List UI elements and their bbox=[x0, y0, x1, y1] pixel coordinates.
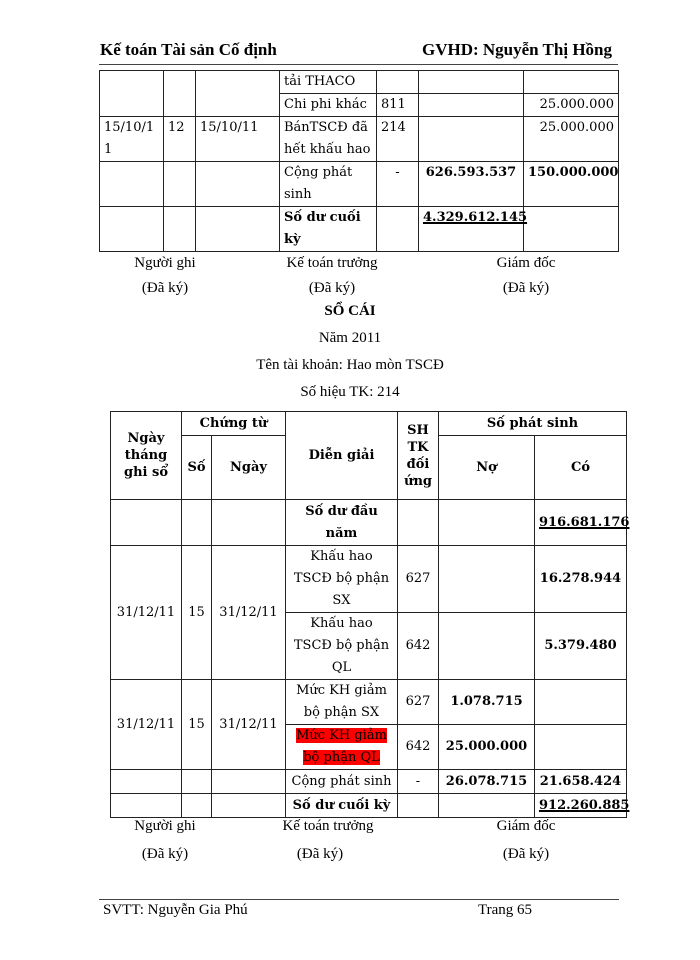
cell-credit bbox=[535, 680, 627, 725]
cell-no bbox=[182, 500, 212, 546]
signature-chief-label: Kế toán trưởng bbox=[286, 255, 378, 271]
cell-credit: 16.278.944 bbox=[535, 546, 627, 613]
cell-credit bbox=[524, 71, 619, 94]
cell-date: 31/12/11 bbox=[111, 546, 182, 680]
cell-date bbox=[100, 207, 164, 252]
footer-divider bbox=[99, 899, 619, 900]
cell-acct: - bbox=[398, 770, 439, 794]
cell-credit: 5.379.480 bbox=[535, 613, 627, 680]
table-row-total bbox=[100, 162, 619, 207]
cell-doc-date bbox=[212, 770, 286, 794]
cell-desc: Khấu hao TSCĐ bộ phận SX bbox=[286, 546, 398, 613]
header-left-title: Kế toán Tài sản Cố định bbox=[100, 40, 277, 59]
cell-debit bbox=[419, 94, 524, 117]
cell-credit: 150.000.000 bbox=[524, 162, 619, 207]
table-row-total bbox=[111, 770, 627, 794]
cell-credit: 21.658.424 bbox=[535, 770, 627, 794]
cell-date bbox=[111, 500, 182, 546]
col-header-voucher-date: Ngày bbox=[212, 436, 286, 500]
cell-credit bbox=[524, 207, 619, 252]
header-divider bbox=[99, 64, 618, 65]
ledger-year: Năm 2011 bbox=[318, 330, 382, 346]
cell-doc-date bbox=[212, 794, 286, 818]
cell-debit: 26.078.715 bbox=[439, 770, 535, 794]
cell-no bbox=[164, 71, 196, 117]
cell-debit: 626.593.537 bbox=[419, 162, 524, 207]
cell-date bbox=[111, 770, 182, 794]
cell-credit: 916.681.176 bbox=[535, 500, 627, 546]
table-row-closing bbox=[111, 794, 627, 818]
cell-date bbox=[100, 71, 164, 117]
cell-desc: Khấu hao TSCĐ bộ phận QL bbox=[286, 613, 398, 680]
cell-desc: Cộng phát sinh bbox=[286, 770, 398, 794]
cell-date: 15/10/1 1 bbox=[100, 117, 164, 162]
cell-debit bbox=[419, 117, 524, 162]
cell-desc: Số dư đầu năm bbox=[286, 500, 398, 546]
cell-no: 15 bbox=[182, 680, 212, 770]
cell-doc-date bbox=[212, 500, 286, 546]
cell-debit: 25.000.000 bbox=[439, 725, 535, 770]
ledger-continuation-table bbox=[99, 70, 619, 252]
cell-doc-date bbox=[196, 162, 280, 207]
cell-acct: 642 bbox=[398, 613, 439, 680]
table-row-opening bbox=[111, 500, 627, 546]
cell-debit bbox=[439, 546, 535, 613]
col-header-amount: Số phát sinh bbox=[439, 412, 627, 436]
ledger-account-name: Tên tài khoản: Hao mòn TSCĐ bbox=[256, 357, 444, 373]
signature-director-label: Giám đốc bbox=[496, 255, 556, 271]
ledger-account-number: Số hiệu TK: 214 bbox=[300, 384, 400, 400]
signature-recorder-status: (Đã ký) bbox=[141, 846, 189, 862]
cell-acct: - bbox=[377, 162, 419, 207]
table-row bbox=[111, 546, 627, 613]
cell-desc: Số dư cuối kỳ bbox=[286, 794, 398, 818]
cell-debit bbox=[439, 500, 535, 546]
signature-chief-status: (Đã ký) bbox=[308, 280, 356, 296]
col-header-voucher-no: Số bbox=[182, 436, 212, 500]
cell-doc-date: 31/12/11 bbox=[212, 546, 286, 680]
cell-credit: 25.000.000 bbox=[524, 117, 619, 162]
cell-debit bbox=[439, 794, 535, 818]
cell-acct bbox=[377, 71, 419, 94]
cell-date: 31/12/11 bbox=[111, 680, 182, 770]
cell-desc: BánTSCĐ đã hết khấu hao bbox=[280, 117, 377, 162]
cell-desc: tải THACO bbox=[280, 71, 377, 94]
cell-acct bbox=[398, 500, 439, 546]
col-header-contra: SH TK đối ứng bbox=[398, 412, 439, 500]
cell-no bbox=[182, 794, 212, 818]
signature-recorder-label: Người ghi bbox=[134, 818, 196, 834]
table-row bbox=[111, 680, 627, 725]
highlighted-desc: Mức KH giảm bộ phận QL bbox=[296, 728, 387, 765]
signature-director-status: (Đã ký) bbox=[502, 280, 550, 296]
ledger-title: SỔ CÁI bbox=[324, 303, 376, 319]
general-ledger-table bbox=[110, 411, 630, 818]
cell-desc bbox=[286, 725, 398, 770]
header-right-title: GVHD: Nguyễn Thị Hồng bbox=[421, 40, 612, 59]
cell-no: 12 bbox=[164, 117, 196, 162]
cell-credit: 912.260.885 bbox=[535, 794, 627, 818]
signature-chief-label: Kế toán trưởng bbox=[282, 818, 374, 834]
table-row-closing bbox=[100, 207, 619, 252]
col-header-voucher: Chứng từ bbox=[182, 412, 286, 436]
cell-no bbox=[164, 207, 196, 252]
cell-doc-date bbox=[196, 207, 280, 252]
header-row bbox=[111, 412, 627, 436]
cell-date bbox=[100, 162, 164, 207]
cell-acct bbox=[377, 207, 419, 252]
cell-debit: 4.329.612.145 bbox=[419, 207, 524, 252]
signature-director-status: (Đã ký) bbox=[502, 846, 550, 862]
cell-credit bbox=[535, 725, 627, 770]
cell-desc: Cộng phát sinh bbox=[280, 162, 377, 207]
footer-page-number: Trang 65 bbox=[478, 902, 533, 918]
col-header-debit: Nợ bbox=[439, 436, 535, 500]
cell-credit: 25.000.000 bbox=[524, 94, 619, 117]
col-header-credit: Có bbox=[535, 436, 627, 500]
cell-debit bbox=[419, 71, 524, 94]
signature-director-label: Giám đốc bbox=[496, 818, 556, 834]
cell-acct bbox=[398, 794, 439, 818]
signature-recorder-label: Người ghi bbox=[134, 255, 196, 271]
cell-desc: Chi phi khác bbox=[280, 94, 377, 117]
cell-acct: 642 bbox=[398, 725, 439, 770]
cell-acct: 214 bbox=[377, 117, 419, 162]
table-row bbox=[100, 117, 619, 162]
signature-chief-status: (Đã ký) bbox=[296, 846, 344, 862]
cell-doc-date: 15/10/11 bbox=[196, 117, 280, 162]
cell-doc-date: 31/12/11 bbox=[212, 680, 286, 770]
cell-acct: 627 bbox=[398, 546, 439, 613]
cell-debit: 1.078.715 bbox=[439, 680, 535, 725]
cell-desc: Mức KH giảm bộ phận SX bbox=[286, 680, 398, 725]
cell-no bbox=[182, 770, 212, 794]
cell-acct: 627 bbox=[398, 680, 439, 725]
cell-doc-date bbox=[196, 71, 280, 117]
cell-acct: 811 bbox=[377, 94, 419, 117]
col-header-desc: Diễn giải bbox=[286, 412, 398, 500]
cell-no: 15 bbox=[182, 546, 212, 680]
cell-no bbox=[164, 162, 196, 207]
table-row bbox=[100, 71, 619, 94]
footer-student: SVTT: Nguyễn Gia Phú bbox=[103, 902, 248, 918]
cell-date bbox=[111, 794, 182, 818]
cell-debit bbox=[439, 613, 535, 680]
signature-recorder-status: (Đã ký) bbox=[141, 280, 189, 296]
col-header-date: Ngày tháng ghi sổ bbox=[111, 412, 182, 500]
cell-desc: Số dư cuối kỳ bbox=[280, 207, 377, 252]
